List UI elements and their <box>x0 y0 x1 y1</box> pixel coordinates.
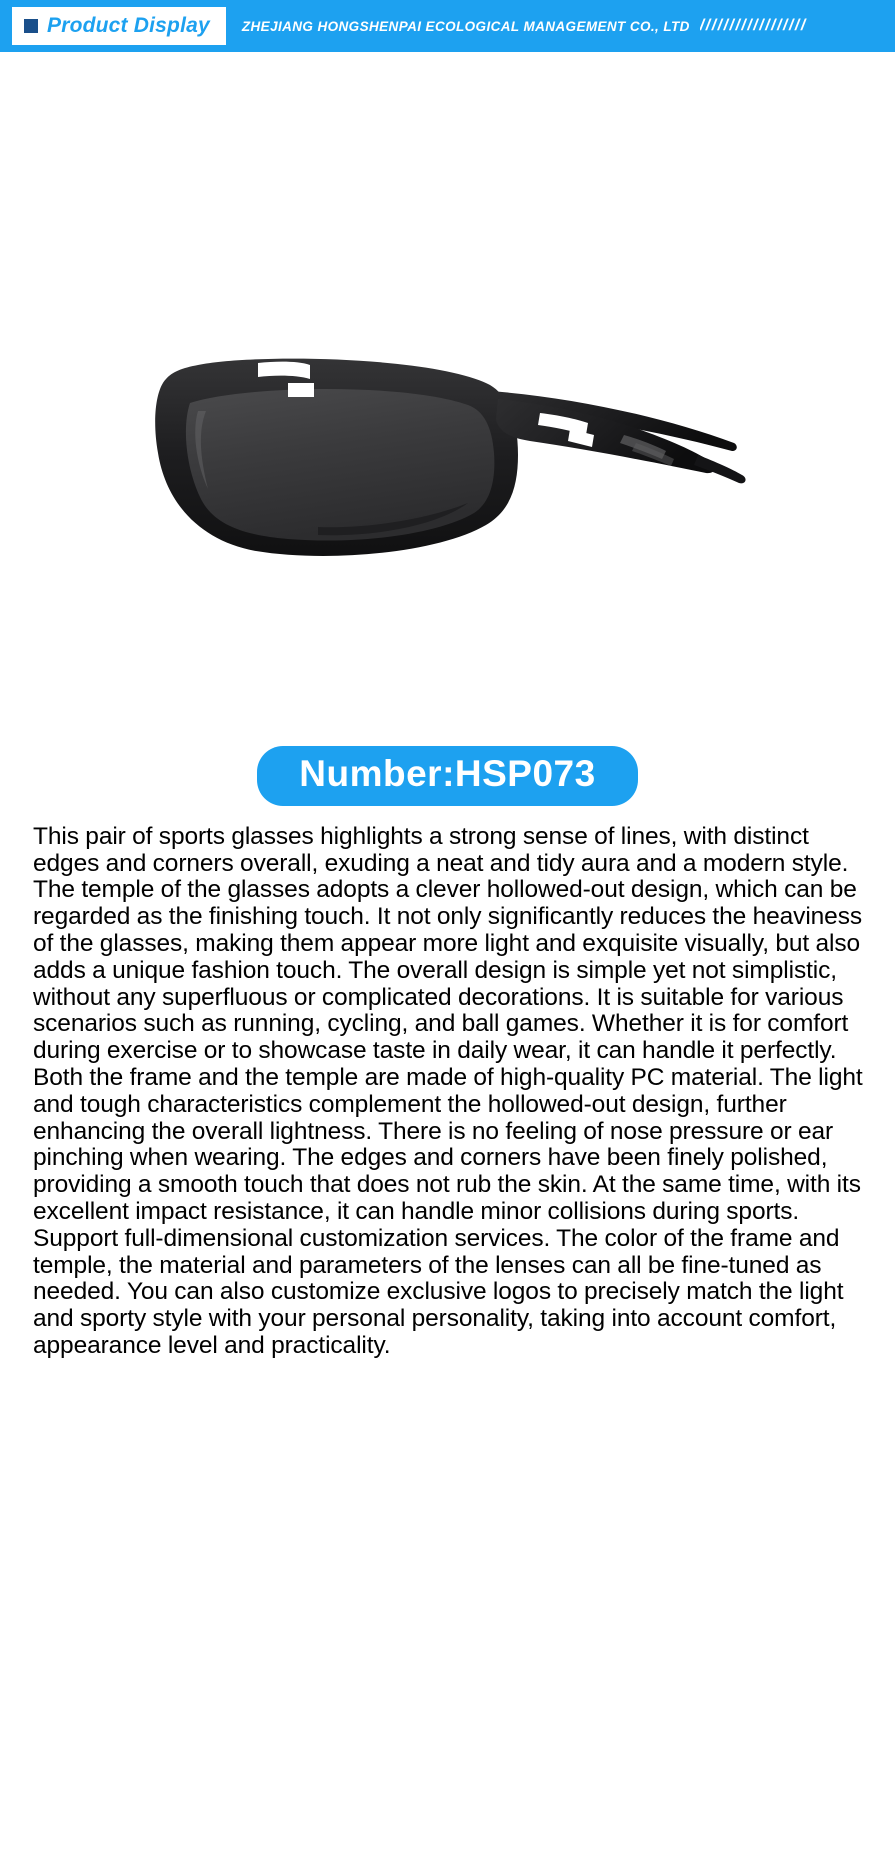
number-badge-row <box>0 746 895 806</box>
lens <box>185 389 493 541</box>
header-tab <box>12 7 226 45</box>
header-tab-label: Product Display <box>47 14 210 37</box>
description-paragraph-1: This pair of sports glasses highlights a strong sense of lines, with distinct edges and corners overall, exuding a neat and tidy aura and a modern style. The temple of the glasses adopts a clever hollowed-out design, which can be regarded as the finishing touch. It not only significantly reduces the heaviness of the glasses, making them appear more light and exquisite visually, but also adds a unique fashion touch. The overall design is simple yet not simplistic, without any superfluous or complicated decorations. It is suitable for various scenarios such as running, cycling, and ball games. Whether it is for comfort during exercise or to showcase taste in daily wear, it can handle it perfectly. <box>33 822 863 1065</box>
company-name: ZHEJIANG HONGSHENPAI ECOLOGICAL MANAGEMENT CO., LTD <box>241 18 690 34</box>
page-header <box>0 0 895 52</box>
product-description <box>0 806 895 1388</box>
product-image-area <box>0 52 895 742</box>
sunglasses-photo <box>0 327 895 567</box>
square-icon <box>24 19 38 33</box>
description-paragraph-2: Both the frame and the temple are made of high-quality PC material. The light and tough characteristics complement the hollowed-out design, further enhancing the overall lightness. There is no feeling of nose pressure or ear pinching when wearing. The edges and corners have been finely polished, providing a smooth touch that does not rub the skin. At the same time, with its excellent impact resistance, it can handle minor collisions during sports. Support full-dimensional customization services. The color of the frame and temple, the material and parameters of the lenses can all be fine-tuned as needed. You can also customize exclusive logos to precisely match the light and sporty style with your personal personality, taking into account comfort, appearance level and practicality. <box>33 1064 863 1359</box>
sunglasses-illustration <box>138 327 758 567</box>
decorative-slashes: ////////////////// <box>699 17 807 34</box>
hollow-cutout-left-2 <box>288 383 314 397</box>
product-number-badge: Number:HSP073 <box>257 746 637 806</box>
